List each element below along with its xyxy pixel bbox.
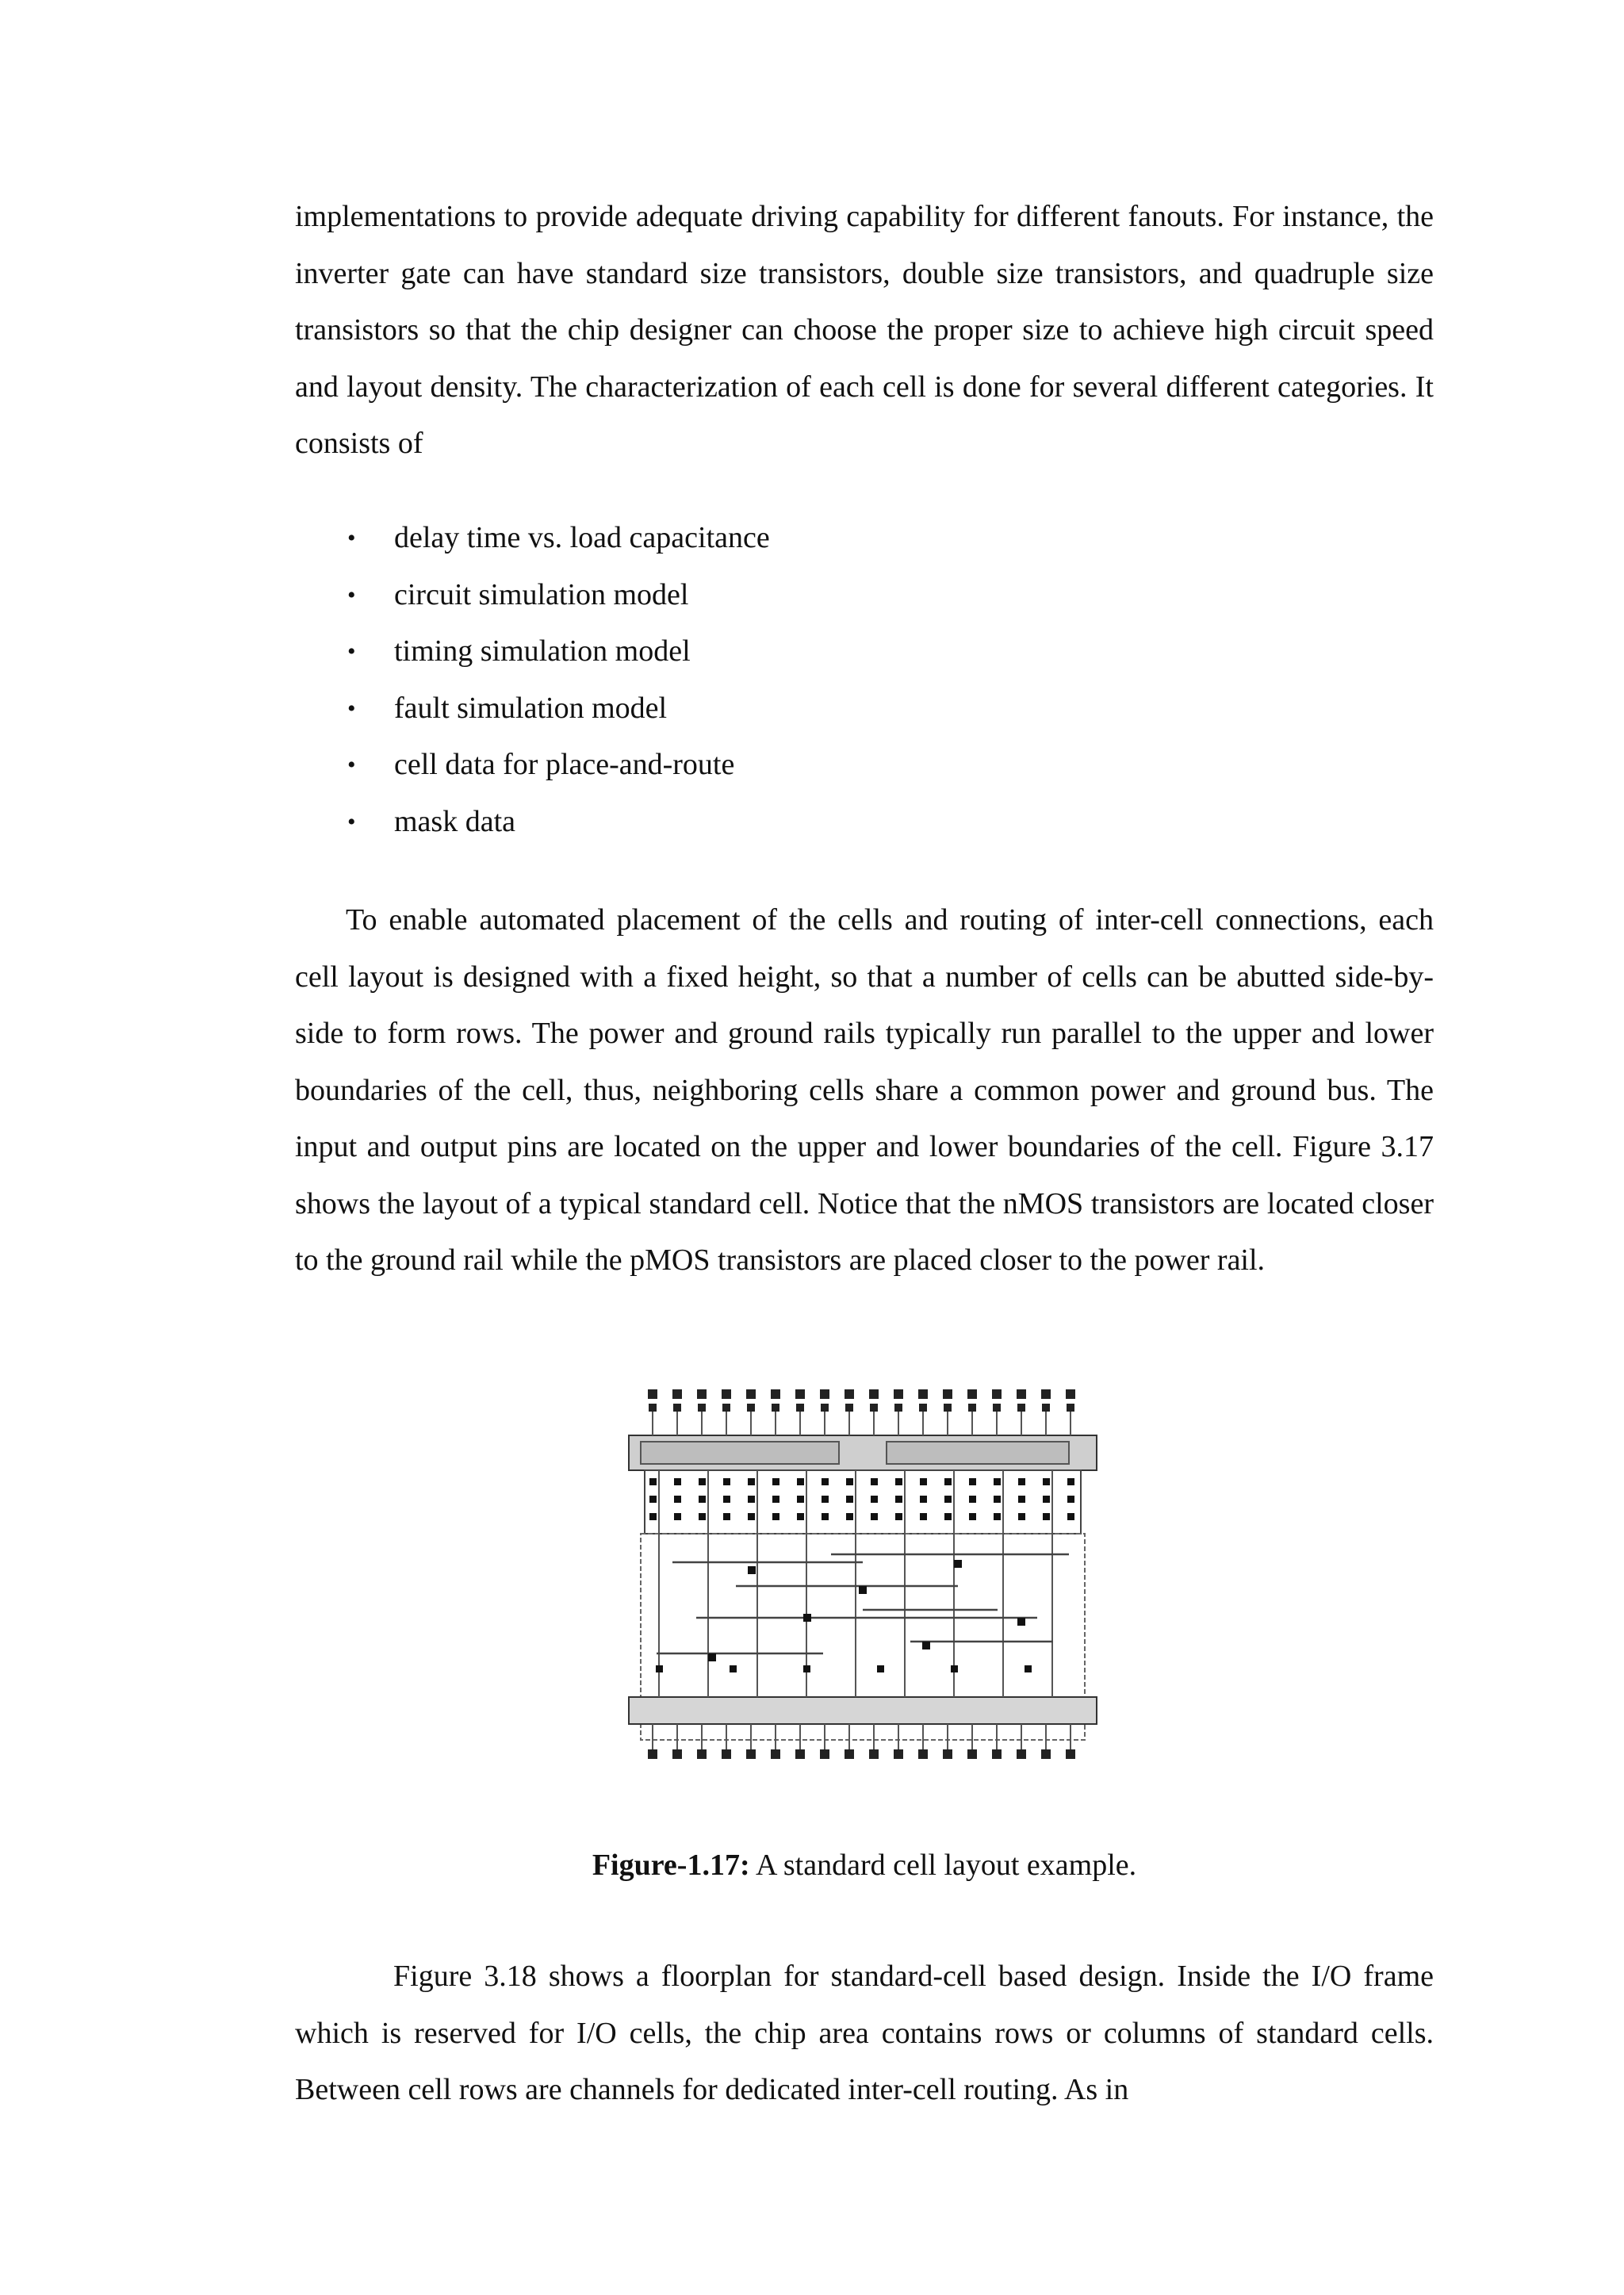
bullet-icon: • — [347, 581, 356, 608]
list-item: • fault simulation model — [295, 680, 1434, 738]
bullet-icon: • — [347, 752, 356, 778]
bullet-icon: • — [347, 525, 356, 551]
figure-label: Figure-1.17: — [592, 1849, 750, 1882]
list-item: • circuit simulation model — [295, 567, 1434, 624]
characterization-list — [295, 510, 1434, 850]
figure-caption-text: A standard cell layout example. — [756, 1849, 1137, 1882]
list-item: • delay time vs. load capacitance — [295, 510, 1434, 567]
bullet-icon: • — [347, 695, 356, 722]
standard-cell-layout-figure — [625, 1380, 1101, 1768]
bullet-icon: • — [347, 638, 356, 665]
list-item: • cell data for place-and-route — [295, 737, 1434, 794]
paragraph-characterization: implementations to provide adequate driving capability for different fanouts. For instance, the inverter gate can have standard size transistors, double size transistors, and quadruple size transistors so that the chip designer can choose the proper size to achieve high circuit speed and layout density. The characterization of each cell is done for several different categories. It consists of — [295, 200, 1434, 460]
list-item: • mask data — [295, 794, 1434, 851]
bullet-icon: • — [347, 808, 356, 835]
figure-caption — [295, 1841, 1434, 1889]
list-item: • timing simulation model — [295, 623, 1434, 680]
paragraph-placement: To enable automated placement of the cells and routing of inter-cell connections, each cell layout is designed with a fixed height, so that a number of cells can be abutted side-by-side to form rows. The power and ground rails typically run parallel to the upper and lower boundaries of the cell, thus, neighboring cells share a common power and ground bus. The input and output pins are located on the upper and lower boundaries of the cell. Figure 3.17 shows the layout of a typical standard cell. Notice that the nMOS transistors are located closer to the ground rail while the pMOS transistors are placed closer to the power rail. — [295, 903, 1434, 1277]
standard-cell-layout-image — [625, 1380, 1101, 1768]
paragraph-floorplan: Figure 3.18 shows a floorplan for standard-cell based design. Inside the I/O frame which is reserved for I/O cells, the chip area contains rows or columns of standard cells. Between cell rows are channels for dedicated inter-cell routing. As in — [295, 1960, 1434, 2106]
